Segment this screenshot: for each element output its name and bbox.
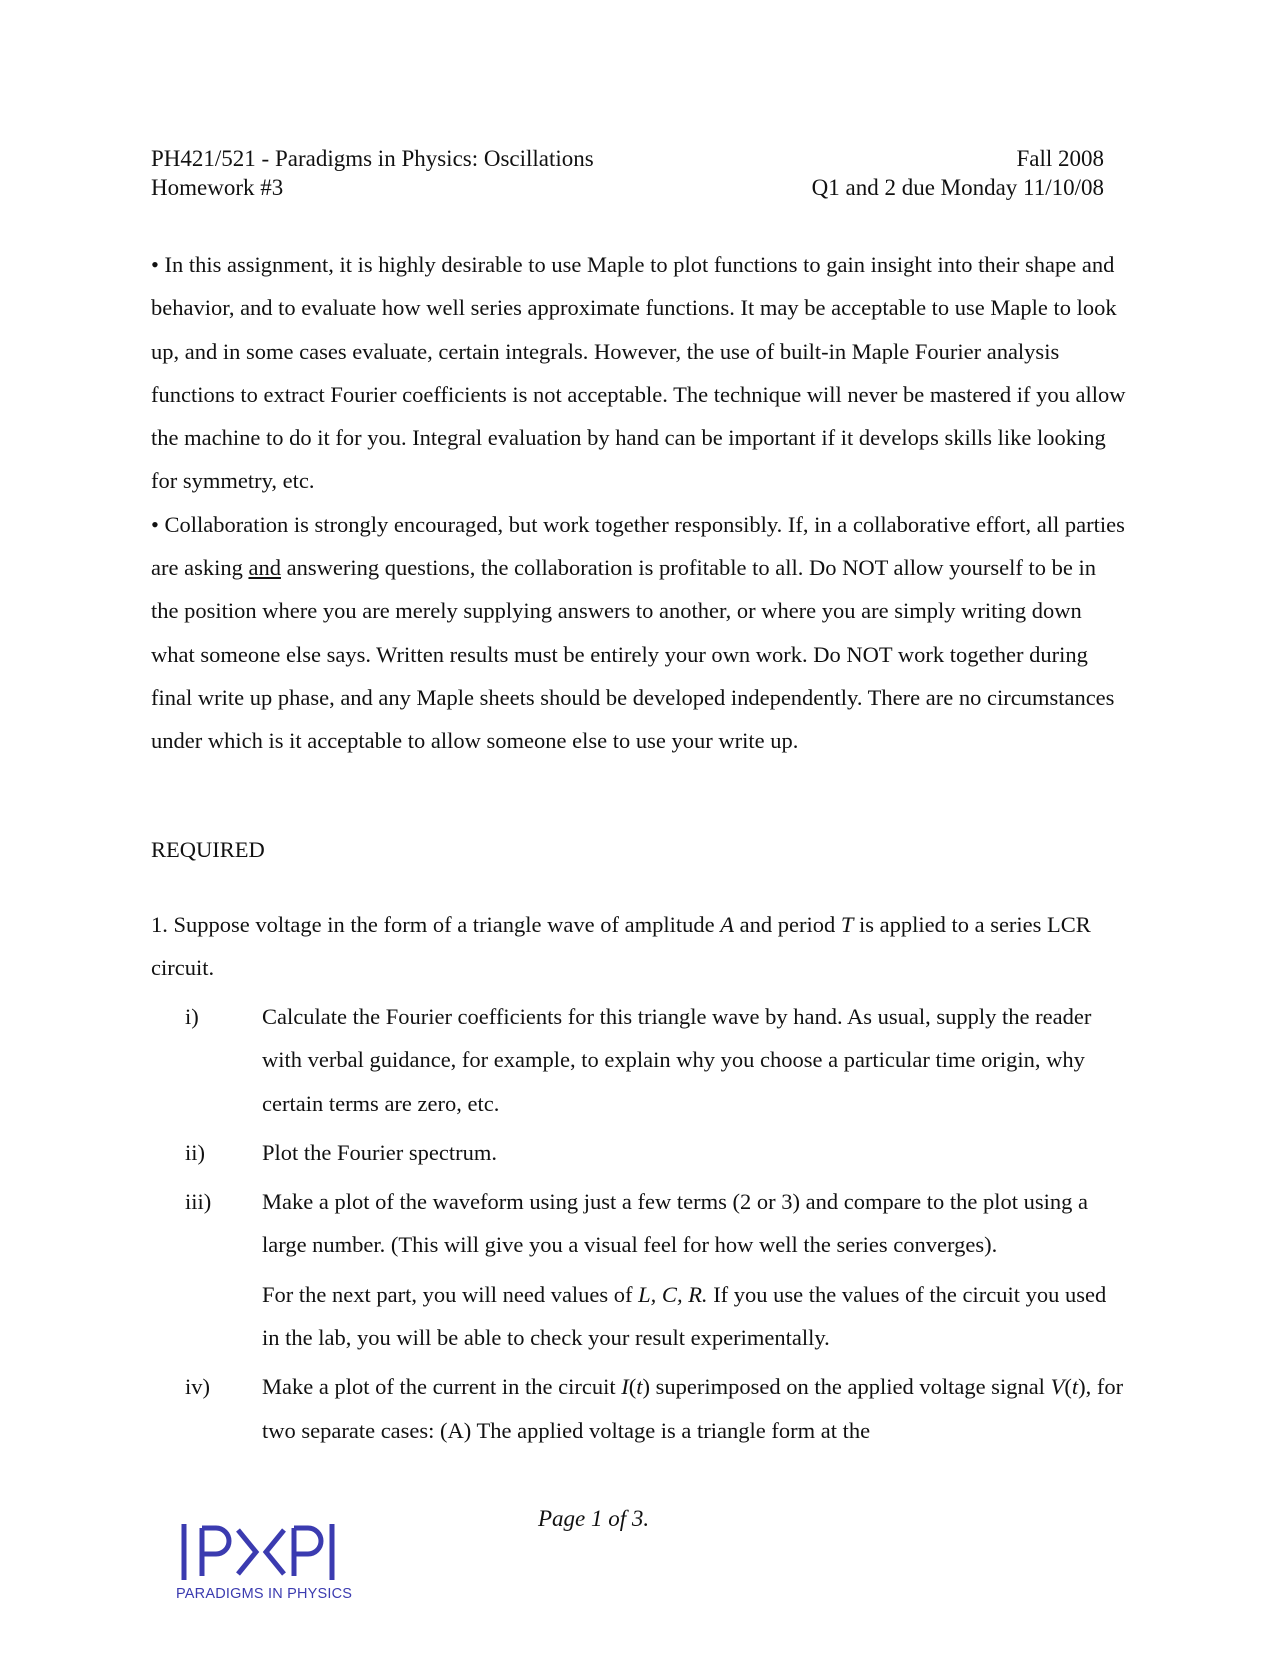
var-current: I <box>621 1374 629 1400</box>
note-text-b: If you use the values of the circuit you used in the lab, you will be able to check your result experimentally. <box>262 1281 1107 1351</box>
item-number: ii) <box>185 1139 205 1165</box>
item-text: Calculate the Fourier coefficients for this triangle wave by hand. As usual, supply the reader with verbal guidance, for example, to explain why you choose a particular time origin, why certain terms are zero, etc. <box>262 1004 1092 1116</box>
course-title: PH421/521 - Paradigms in Physics: Oscillations <box>151 146 594 171</box>
item-text: Make a plot of the current in the circuit I(t) superimposed on the applied voltage signal V(t), for two separate cases: (A) The applied voltage is a triangle form at the <box>262 1374 1124 1443</box>
intro-section <box>151 243 1126 763</box>
collab-text-a: • Collaboration is strongly encouraged, but work together responsibly. If, in a collaborative effort, all parties are asking <box>151 511 1125 581</box>
list-item <box>151 995 1126 1125</box>
note-text-a: For the next part, you will need values of <box>262 1281 639 1307</box>
circuit-values-note <box>262 1273 1126 1360</box>
item-number: iii) <box>185 1189 212 1215</box>
required-heading: REQUIRED <box>151 837 265 862</box>
var-period: T <box>840 912 854 937</box>
term: Fall 2008 <box>1016 146 1104 171</box>
var-time: t <box>1071 1374 1079 1400</box>
q1-mid: and period <box>733 912 841 937</box>
note-variables: L, C, R. <box>638 1281 708 1307</box>
var-time: t <box>636 1374 643 1400</box>
q1-lead: 1. Suppose voltage in the form of a triangle wave of amplitude <box>151 912 721 937</box>
var-voltage: V <box>1050 1374 1065 1400</box>
list-item <box>151 1180 1126 1267</box>
item4-text-c: , for two separate cases: (A) The applied voltage is a triangle form at the <box>262 1374 1124 1443</box>
collab-underlined: and <box>248 555 281 581</box>
item4-text-b: superimposed on the applied voltage signal <box>650 1374 1051 1400</box>
list-item <box>151 1131 1126 1174</box>
page-number: Page 1 of 3. <box>538 1506 650 1531</box>
question-items <box>151 995 1126 1458</box>
var-amplitude: A <box>720 912 734 937</box>
homework-number: Homework #3 <box>151 175 284 200</box>
item-text: Make a plot of the waveform using just a few terms (2 or 3) and compare to the plot using a large number. (This will give you a visual feel for how well the series converges). <box>262 1189 1089 1258</box>
intro-paragraph-maple: • In this assignment, it is highly desirable to use Maple to plot functions to gain insight into their shape and behavior, and to evaluate how well series approximate functions. It may be acceptable to use Maple to look up, and in some cases evaluate, certain integrals. However, the use of built-in Maple Fourier analysis functions to extract Fourier coefficients is not acceptable. The technique will never be mastered if you allow the machine to do it for you. Integral evaluation by hand can be important if it develops skills like looking for symmetry, etc. <box>151 252 1126 494</box>
item-number: iv) <box>185 1374 210 1400</box>
document-header <box>151 144 1104 202</box>
logo-text: PARADIGMS IN PHYSICS <box>176 1586 353 1602</box>
item-number: i) <box>185 1004 199 1029</box>
collab-text-b: answering questions, the collaboration is profitable to all. Do NOT allow yourself to be in the position where you are merely supplying answers to another, or where you are simply writing down what someone else says. Written results must be entirely your own work. Do NOT work together during final write up phase, and any Maple sheets should be developed independently. There are no circumstances under which is it acceptable to allow someone else to use your write up. <box>151 555 1115 754</box>
q1-tail: is applied to a series LCR circuit. <box>151 912 1091 981</box>
item-text: Plot the Fourier spectrum. <box>262 1139 497 1165</box>
list-item <box>151 1365 1126 1452</box>
due-date: Q1 and 2 due Monday 11/10/08 <box>811 175 1104 200</box>
intro-paragraph-collaboration <box>151 503 1126 763</box>
item4-text-a: Make a plot of the current in the circuit <box>262 1374 622 1400</box>
question-1 <box>151 903 1126 990</box>
